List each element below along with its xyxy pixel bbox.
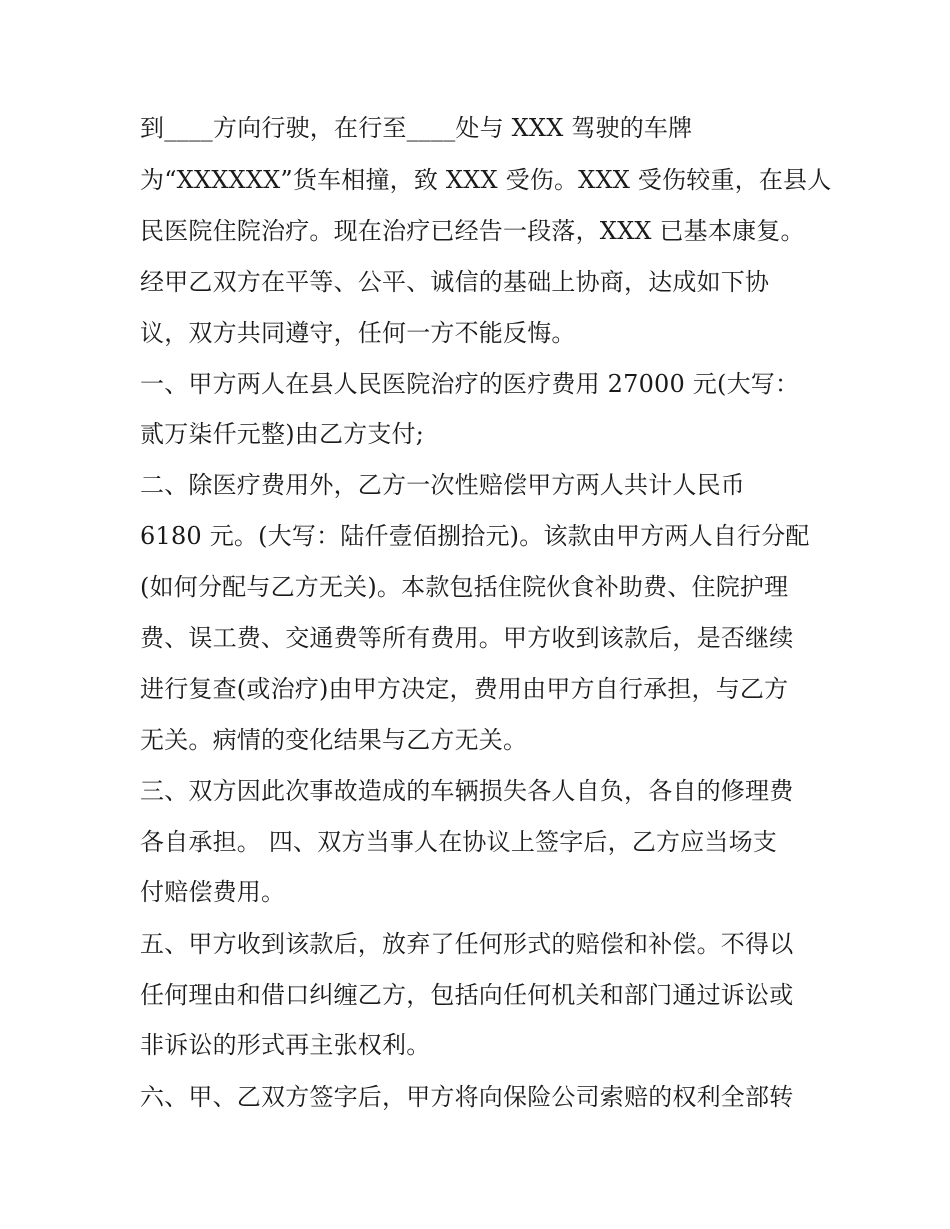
text-line: 进行复查(或治疗)由甲方决定，费用由甲方自行承担，与乙方 (140, 675, 789, 703)
text-line: 议，双方共同遵守，任何一方不能反悔。 (140, 319, 576, 347)
text-line: 费、误工费、交通费等所有费用。甲方收到该款后，是否继续 (140, 624, 794, 652)
text-line: 付赔偿费用。 (140, 878, 286, 906)
text-line: 无关。病情的变化结果与乙方无关。 (140, 726, 528, 754)
text-line: 五、甲方收到该款后，放弃了任何形式的赔偿和补偿。不得以 (140, 930, 794, 958)
text-line: 六、甲、乙双方签字后，甲方将向保险公司索赔的权利全部转 (140, 1083, 794, 1111)
text-line: 一、甲方两人在县人民医院治疗的医疗费用 27000 元(大写： (140, 370, 800, 398)
text-line: 为“XXXXXX”货车相撞，致 XXX 受伤。XXX 受伤较重，在县人 (140, 166, 832, 194)
text-line: 经甲乙双方在平等、公平、诚信的基础上协商，达成如下协 (140, 268, 770, 296)
text-line: 非诉讼的形式再主张权利。 (140, 1031, 431, 1059)
text-line: 三、双方因此次事故造成的车辆损失各人自负，各自的修理费 (140, 777, 794, 805)
text-line: 各自承担。 四、双方当事人在协议上签字后，乙方应当场支 (140, 828, 778, 856)
text-line: 贰万柒仟元整)由乙方支付; (140, 420, 425, 448)
text-line: (如何分配与乙方无关)。本款包括住院伙食补助费、住院护理 (140, 573, 789, 601)
text-line: 到____方向行驶，在行至____处与 XXX 驾驶的车牌 (140, 114, 693, 142)
text-line: 民医院住院治疗。现在治疗已经告一段落，XXX 已基本康复。 (140, 217, 805, 245)
text-line: 二、除医疗费用外，乙方一次性赔偿甲方两人共计人民币 (140, 471, 745, 499)
text-line: 任何理由和借口纠缠乙方，包括向任何机关和部门通过诉讼或 (140, 981, 794, 1009)
text-line: 6180 元。(大写：陆仟壹佰捌拾元)。该款由甲方两人自行分配 (140, 522, 810, 550)
